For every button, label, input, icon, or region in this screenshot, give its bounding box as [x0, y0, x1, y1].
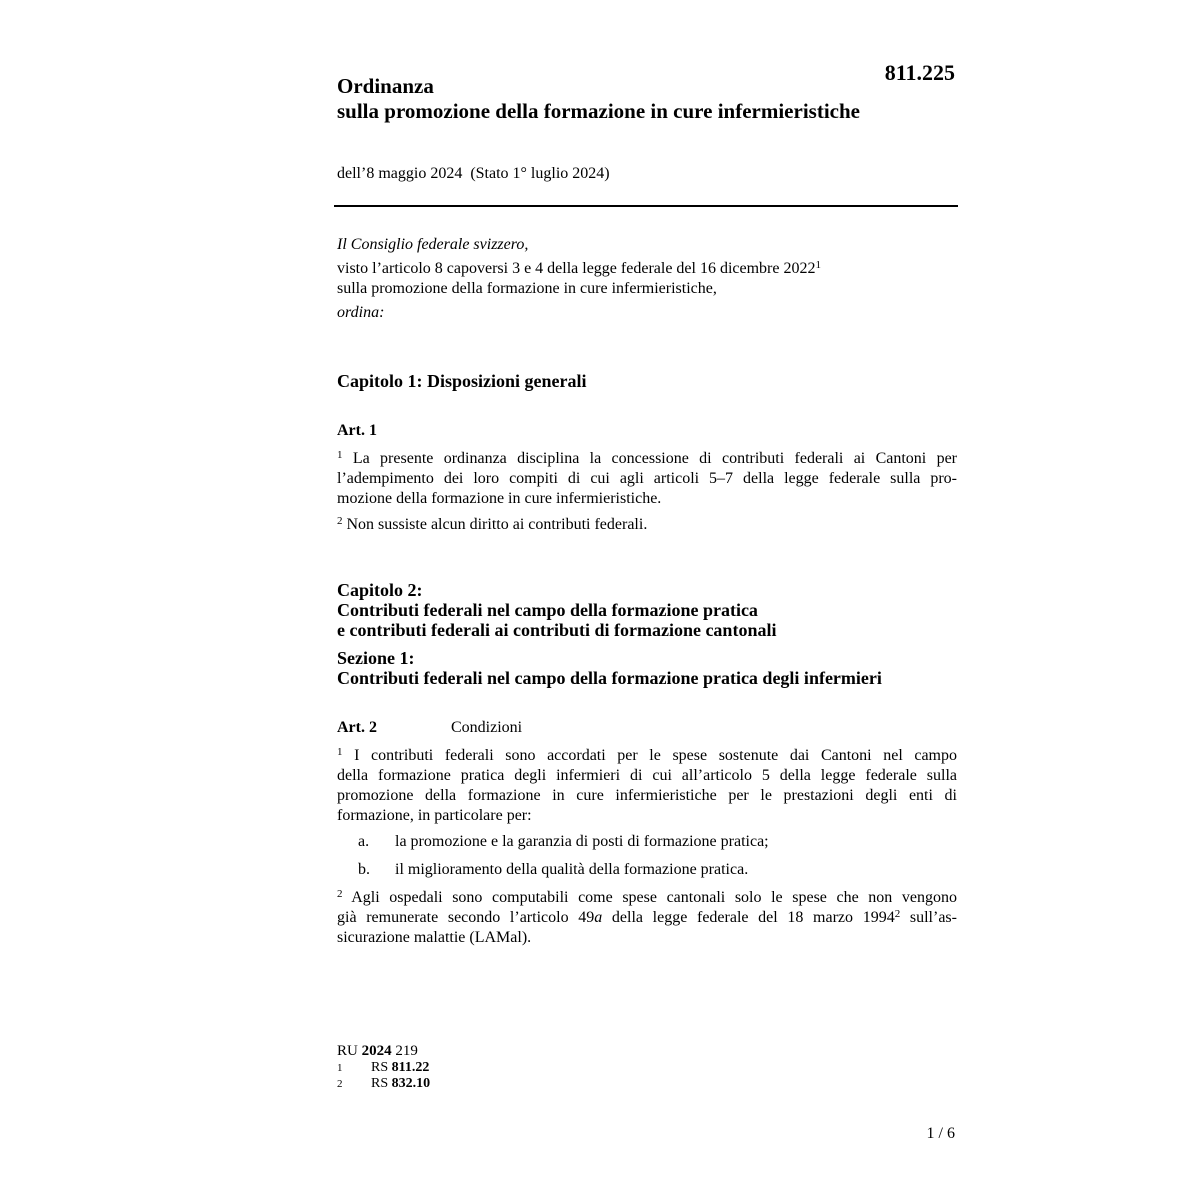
article-1	[337, 421, 957, 541]
article-2-p2-line-2a: già remunerate secondo l’articolo 49	[337, 909, 595, 926]
footnotes	[337, 1042, 957, 1092]
article-1-p2-text: Non sussiste alcun diritto ai contributi federali.	[346, 516, 648, 533]
ru-prefix: RU	[337, 1043, 362, 1059]
footnote-number: 1	[337, 1062, 343, 1074]
page-number: 1 / 6	[926, 1125, 955, 1142]
list-item-marker: a.	[358, 833, 370, 850]
list-item-text: la promozione e la garanzia di posti di formazione pratica;	[395, 833, 769, 850]
footnote-ref-2: 2	[894, 908, 901, 920]
chapter-2-heading	[337, 580, 957, 688]
list-item	[337, 860, 957, 880]
title-line-2: sulla promozione della formazione in cure infermieristiche	[337, 99, 860, 123]
footnote-ref: 832.10	[391, 1076, 431, 1091]
article-2-number: Art. 2	[337, 719, 377, 736]
preamble-basis-line-1: visto l’articolo 8 capoversi 3 e 4 della legge federale del 16 dicembre 2022	[337, 260, 816, 277]
article-1-p1-line-1: La presente ordinanza disciplina la concessione di contributi federali ai Cantoni per	[352, 450, 958, 467]
title-line-1: Ordinanza	[337, 74, 434, 98]
article-1-p1-line-3: mozione della formazione in cure infermieristiche.	[337, 490, 662, 507]
section-1-title-line-2: Contributi federali nel campo della formazione pratica degli infermieri	[337, 668, 882, 688]
article-2-p2-line-3: sicurazione malattie (LAMal).	[337, 929, 532, 946]
footnote-ref-1: 1	[815, 259, 821, 271]
footnote-2	[337, 1076, 957, 1092]
chapter-2-title-line-2: Contributi federali nel campo della formazione pratica	[337, 600, 758, 620]
ru-year: 2024	[361, 1043, 392, 1059]
footnote-number: 2	[337, 1078, 343, 1090]
header-divider	[334, 205, 958, 207]
footnote-text	[371, 1076, 430, 1092]
article-2-p1-line-1: I contributi federali sono accordati per le spese sostenute dai Cantoni nel campo	[354, 747, 958, 764]
paragraph-number: 2	[337, 515, 343, 527]
footnote-text	[371, 1060, 429, 1076]
date-text: dell’8 maggio 2024 (Stato 1° luglio 2024)	[337, 165, 610, 182]
list-item	[337, 832, 957, 852]
list-item-marker: b.	[358, 861, 370, 878]
chapter-2-title-line-1: Capitolo 2:	[337, 580, 423, 600]
article-2-p1-line-3: promozione della formazione in cure infermieristiche per le prestazioni degli enti di	[337, 787, 957, 804]
article-1-heading: Art. 1	[337, 422, 377, 439]
article-2-heading	[337, 718, 957, 738]
footnote-prefix: RS	[371, 1060, 392, 1075]
article-1-p1-line-2: l’adempimento dei loro compiti di cui agli articoli 5–7 della legge federale sulla pro-	[337, 470, 957, 487]
chapter-1-title: Capitolo 1: Disposizioni generali	[337, 371, 587, 391]
section-1-title-line-1: Sezione 1:	[337, 648, 415, 668]
article-2-paragraph-2	[337, 888, 957, 948]
ru-reference	[337, 1042, 957, 1060]
article-2-p2-line-2c: sull’as-	[900, 909, 957, 926]
article-2-paragraph-1	[337, 746, 957, 826]
article-2-p2-italic-letter: a	[594, 909, 603, 926]
paragraph-number: 1	[337, 746, 343, 758]
article-2-subject: Condizioni	[451, 719, 523, 736]
list-item-text: il miglioramento della qualità della formazione pratica.	[395, 861, 749, 878]
preamble-basis-line-2: sulla promozione della formazione in cure infermieristiche,	[337, 280, 717, 297]
footnote-1	[337, 1060, 957, 1076]
document-title	[337, 74, 977, 124]
footnote-ref: 811.22	[391, 1060, 430, 1075]
document-date	[337, 164, 610, 184]
section-1-title	[337, 648, 957, 688]
article-2-p1-line-2: della formazione pratica degli infermieri di cui all’articolo 5 della legge federale sulla	[337, 767, 957, 784]
article-2	[337, 718, 957, 954]
article-2-list	[337, 832, 957, 880]
footnote-prefix: RS	[371, 1076, 392, 1091]
chapter-2-title-line-3: e contributi federali ai contributi di formazione cantonali	[337, 620, 777, 640]
preamble	[337, 235, 957, 327]
sr-number: 811.225	[884, 60, 955, 85]
article-2-p2-line-1: Agli ospedali sono computabili come spese cantonali solo le spese che non vengono	[351, 889, 958, 906]
paragraph-number: 1	[337, 449, 343, 461]
chapter-2-title	[337, 580, 957, 640]
article-2-p1-line-4: formazione, in particolare per:	[337, 807, 532, 824]
article-1-paragraph-1	[337, 449, 957, 509]
preamble-basis	[337, 259, 957, 299]
preamble-authority: Il Consiglio federale svizzero,	[337, 236, 529, 253]
paragraph-number: 2	[337, 888, 343, 900]
ru-page: 219	[391, 1043, 418, 1059]
preamble-ordina: ordina:	[337, 304, 385, 321]
article-1-paragraph-2	[337, 515, 957, 535]
article-2-p2-line-2b: della legge federale del 18 marzo 1994	[602, 909, 895, 926]
